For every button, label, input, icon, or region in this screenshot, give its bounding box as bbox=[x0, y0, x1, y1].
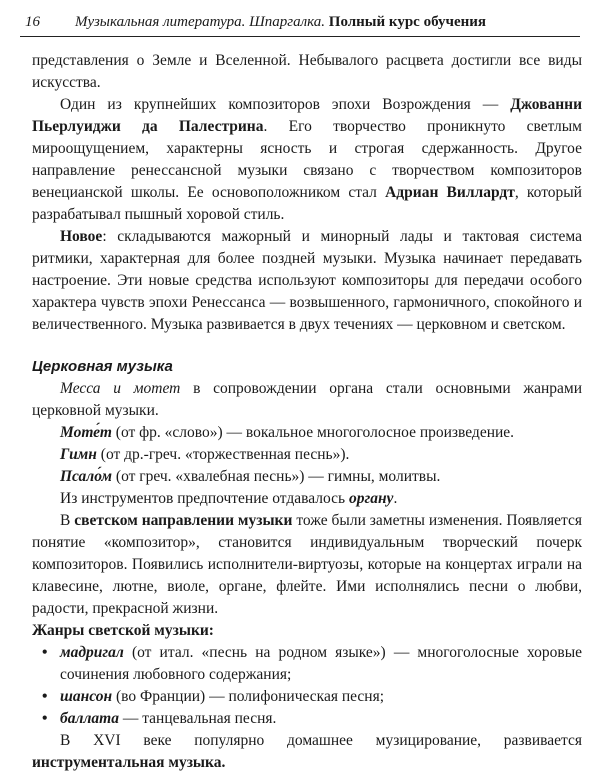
paragraph-universe: представления о Земле и Вселенной. Небывалого расцвета достигли все виды искусства. bbox=[32, 52, 582, 91]
text-run: Один из крупнейших композиторов эпохи Возрождения — bbox=[60, 96, 511, 113]
course-title: Полный курс обучения bbox=[328, 14, 487, 30]
text-run: : складываются мажорный и минорный лады и тактовая система ритмики, характерная для более поздней музыки. Музыка начинает передавать настроение. Эти новые средства используют композиторы для передачи особого характера чувств эпохи Ренессанса — возвышенного, гармоничного, спокойного и величественного. Музыка развивается в двух течениях — церковном и светском. bbox=[32, 228, 582, 333]
text-run: . Его творчество проникнуто светлым мироощущением, характерны ясность и строгая сдержанность. Другое направление ренессансной музыки связано с творчеством композиторов венецианской школы. Ее основоположником стал bbox=[32, 118, 582, 201]
term-motet: Моте́т bbox=[60, 424, 112, 441]
definition-motet bbox=[32, 422, 582, 444]
section-title-church-music: Церковная музыка bbox=[32, 358, 173, 375]
bullet-icon: • bbox=[42, 644, 48, 661]
term-mass-motet: Месса и мотет bbox=[60, 380, 181, 397]
header-rule bbox=[20, 36, 580, 37]
bullet-icon: • bbox=[42, 688, 48, 705]
list-item-chanson bbox=[32, 686, 582, 708]
term-madrigal: мадригал bbox=[60, 644, 124, 661]
bullet-icon: • bbox=[42, 710, 48, 727]
genres-heading: Жанры светской музыки: bbox=[32, 622, 214, 639]
text-run: Из инструментов предпочтение отдавалось bbox=[60, 490, 349, 507]
text-run: тоже были заметны изменения. Появляется понятие «композитор», становится индивидуальным творческий почерк композиторов. Появились исполнители-виртуозы, которые на концертах играли на клавесине, лютне, виоле, органе, флейте. Ими исполнялись песни о любви, радости, прекрасной жизни. bbox=[32, 512, 582, 617]
paragraph-new bbox=[32, 226, 582, 336]
term-hymn: Гимн bbox=[60, 446, 97, 463]
term-instrumental-music: инструментальная музыка. bbox=[32, 754, 226, 771]
paragraph-mass-motet bbox=[32, 378, 582, 422]
composer-willaert: Адриан Виллардт bbox=[385, 184, 515, 201]
composer-palestrina: Джованни Пьерлуиджи да Палестрина bbox=[32, 96, 582, 135]
text-run: . bbox=[393, 490, 398, 507]
definition-hymn bbox=[32, 444, 582, 466]
term-secular-direction: светском направлении музыки bbox=[74, 512, 293, 529]
paragraph-organ bbox=[32, 488, 582, 510]
term-new: Новое bbox=[60, 228, 103, 245]
term-chanson: шансон bbox=[60, 688, 113, 705]
term-organ: органу bbox=[348, 490, 394, 507]
definition-psalm bbox=[32, 466, 582, 488]
text-run: В bbox=[60, 512, 75, 529]
series-title: Музыкальная литература. Шпаргалка. bbox=[75, 14, 326, 30]
paragraph-palestrina bbox=[32, 94, 582, 226]
section-gap bbox=[32, 336, 582, 356]
text-run: (от греч. «хвалебная песнь») — гимны, молитвы. bbox=[112, 468, 441, 485]
text-run: , который разрабатывал пышный хоровой стиль. bbox=[32, 184, 582, 223]
term-psalm: Псало́м bbox=[60, 468, 113, 485]
term-ballata: баллата bbox=[60, 710, 119, 727]
page-body bbox=[32, 50, 582, 774]
text-run: (от итал. «песнь на родном языке») — многоголосные хоровые сочинения любовного содержания; bbox=[60, 644, 582, 683]
text-run: В XVI веке популярно домашнее музицирование, развивается bbox=[60, 732, 582, 749]
genres-list bbox=[32, 642, 582, 730]
paragraph-instrumental bbox=[32, 730, 582, 774]
running-header bbox=[25, 12, 577, 32]
text-run: (от фр. «слово») — вокальное многоголосное произведение. bbox=[111, 424, 515, 441]
list-item-madrigal bbox=[32, 642, 582, 686]
text-run: (от др.-греч. «торжественная песнь»). bbox=[96, 446, 350, 463]
text-run: в сопровождении органа стали основными жанрами церковной музыки. bbox=[32, 380, 582, 419]
paragraph-secular bbox=[32, 510, 582, 620]
text-run: (во Франции) — полифоническая песня; bbox=[112, 688, 385, 705]
text-run: — танцевальная песня. bbox=[118, 710, 277, 727]
list-item-ballata bbox=[32, 708, 582, 730]
page-number: 16 bbox=[25, 14, 40, 30]
